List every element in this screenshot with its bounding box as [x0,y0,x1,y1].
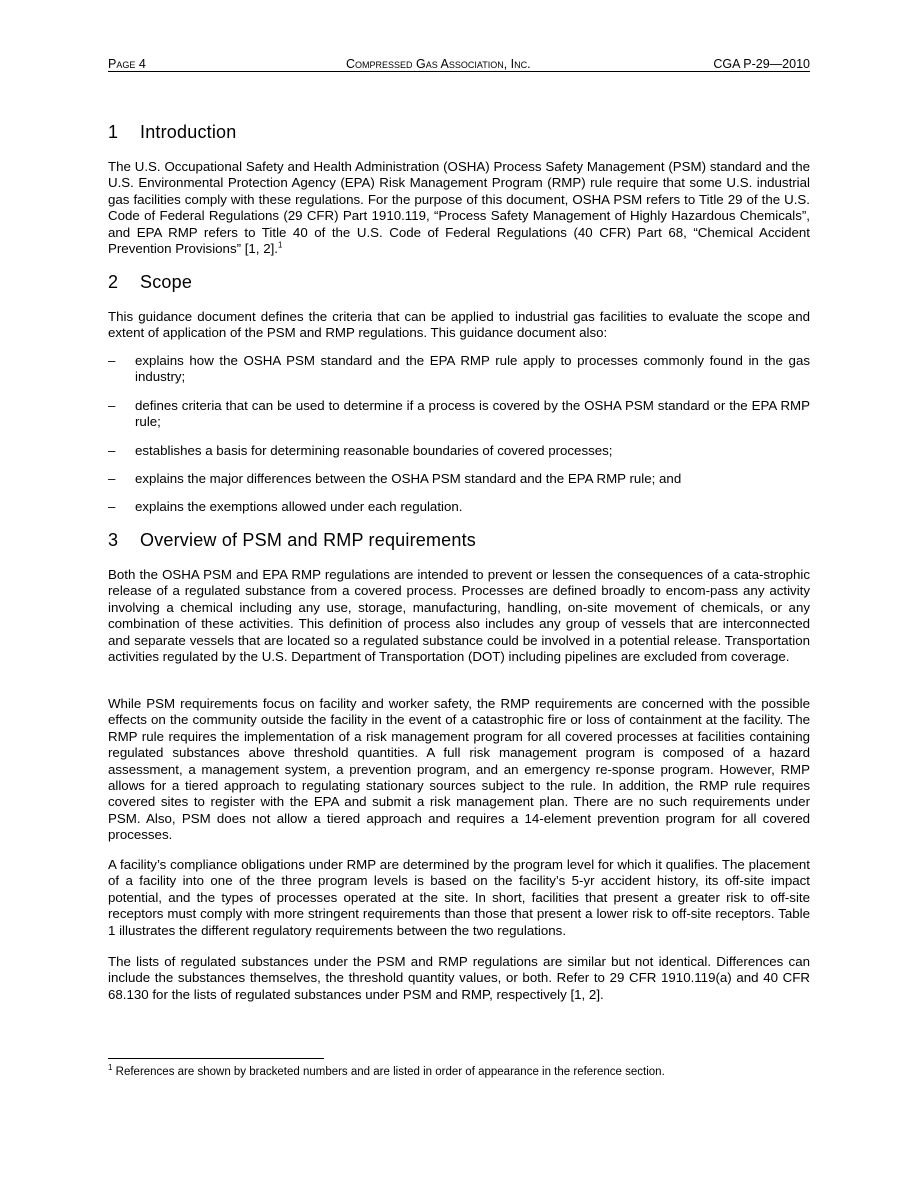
footnote-marker: 1 [108,1063,113,1073]
section-3-heading [108,530,476,551]
section-title: Overview of PSM and RMP requirements [140,530,476,550]
list-dash: – [108,398,116,413]
scope-list-item [108,471,810,487]
footnote-ref: 1 [277,240,283,250]
section-2-heading [108,272,192,293]
list-dash: – [108,499,116,514]
section-1-body [108,159,810,257]
scope-list-item [108,499,810,515]
scope-list-item [108,398,810,431]
section-number: 1 [108,122,119,142]
section-2-intro [108,309,810,342]
section-1-heading [108,122,236,143]
list-item-text: explains the exemptions allowed under each regulation. [135,499,463,514]
section-title: Introduction [140,122,237,142]
section-3-paragraph [108,857,810,939]
scope-list-item [108,353,810,386]
footnote-text: References are shown by bracketed numbers and are listed in order of appearance in the reference section. [112,1066,665,1078]
header-publisher: Compressed Gas Association, Inc. [346,57,531,71]
list-item-text: defines criteria that can be used to determine if a process is covered by the OSHA PSM standard or the EPA RMP rule; [135,398,810,430]
footnote [108,1065,665,1079]
section-number: 3 [108,530,119,550]
list-dash: – [108,353,116,368]
section-3-paragraph [108,954,810,1003]
paragraph: While PSM requirements focus on facility and worker safety, the RMP requirements are concerned with the possible effects on the community outside the facility in the event of a catastrophic fire or loss of containment at the facility. The RMP rule requires the implementation of a risk management program for all covered processes at facilities containing regulated substances above threshold quantities. A full risk management program is composed of a hazard assessment, a management system, a prevention program, and an emergency re-sponse program. However, RMP allows for a tiered approach to regulating stationary sources subject to the rule. In addition, the RMP rule requires covered sites to register with the EPA and submit a risk management plan. There are no such requirements under PSM. Also, PSM does not allow a tiered approach and requires a 14-element prevention program for all covered processes. [108,696,810,843]
section-number: 2 [108,272,119,292]
header-page-number: Page 4 [108,57,146,71]
paragraph [108,159,810,257]
list-dash: – [108,443,116,458]
section-3-paragraph [108,567,810,665]
footnote-divider [108,1058,324,1059]
paragraph: Both the OSHA PSM and EPA RMP regulations are intended to prevent or lessen the consequences of a cata-strophic release of a regulated substance from a covered process. Processes are defined broadly to encom-pass any activity involving a chemical including any use, storage, manufacturing, handling, on-site movement of chemicals, or any combination of these activities. This definition of process also includes any group of vessels that are interconnected and separate vessels that are located so a regulated substance could be involved in a potential release. Transportation activities regulated by the U.S. Department of Transportation (DOT) including pipelines are excluded from coverage. [108,567,810,665]
document-page [108,56,810,1078]
header-doc-id: CGA P-29—2010 [713,57,810,71]
page-header [108,56,810,72]
section-3-paragraph [108,696,810,844]
paragraph-text: The U.S. Occupational Safety and Health Administration (OSHA) Process Safety Management (PSM) standard and the U.S. Environmental Protection Agency (EPA) Risk Management Program (RMP) rule require that some U.S. industrial gas facilities comply with these regulations. For the purpose of this document, OSHA PSM refers to Title 29 of the U.S. Code of Federal Regulations (29 CFR) Part 1910.119, “Process Safety Management of Highly Hazardous Chemicals”, and EPA RMP refers to Title 40 of the U.S. Code of Federal Regulations (40 CFR) Part 68, “Chemical Accident Prevention Provisions” [1, 2]. [108,159,810,257]
paragraph: The lists of regulated substances under the PSM and RMP regulations are similar but not identical. Differences can include the substances themselves, the threshold quantity values, or both. Refer to 29 CFR 1910.119(a) and 40 CFR 68.130 for the lists of regulated substances under PSM and RMP, respectively [1, 2]. [108,954,810,1002]
list-item-text: explains the major differences between the OSHA PSM standard and the EPA RMP rule; and [135,471,682,486]
list-item-text: explains how the OSHA PSM standard and the EPA RMP rule apply to processes commonly found in the gas industry; [135,353,810,385]
paragraph: This guidance document defines the criteria that can be applied to industrial gas facilities to evaluate the scope and extent of application of the PSM and RMP regulations. This guidance document also: [108,309,810,341]
paragraph: A facility’s compliance obligations under RMP are determined by the program level for which it qualifies. The placement of a facility into one of the three program levels is based on the facility’s 5-yr accident history, its off-site impact potential, and the types of processes operated at the site. In short, facilities that present a greater risk to off-site receptors must comply with more stringent requirements than those that present a lower risk to off-site receptors. Table 1 illustrates the different regulatory requirements between the two regulations. [108,857,810,938]
scope-list-item [108,443,810,459]
list-item-text: establishes a basis for determining reasonable boundaries of covered processes; [135,443,613,458]
list-dash: – [108,471,116,486]
section-title: Scope [140,272,193,292]
